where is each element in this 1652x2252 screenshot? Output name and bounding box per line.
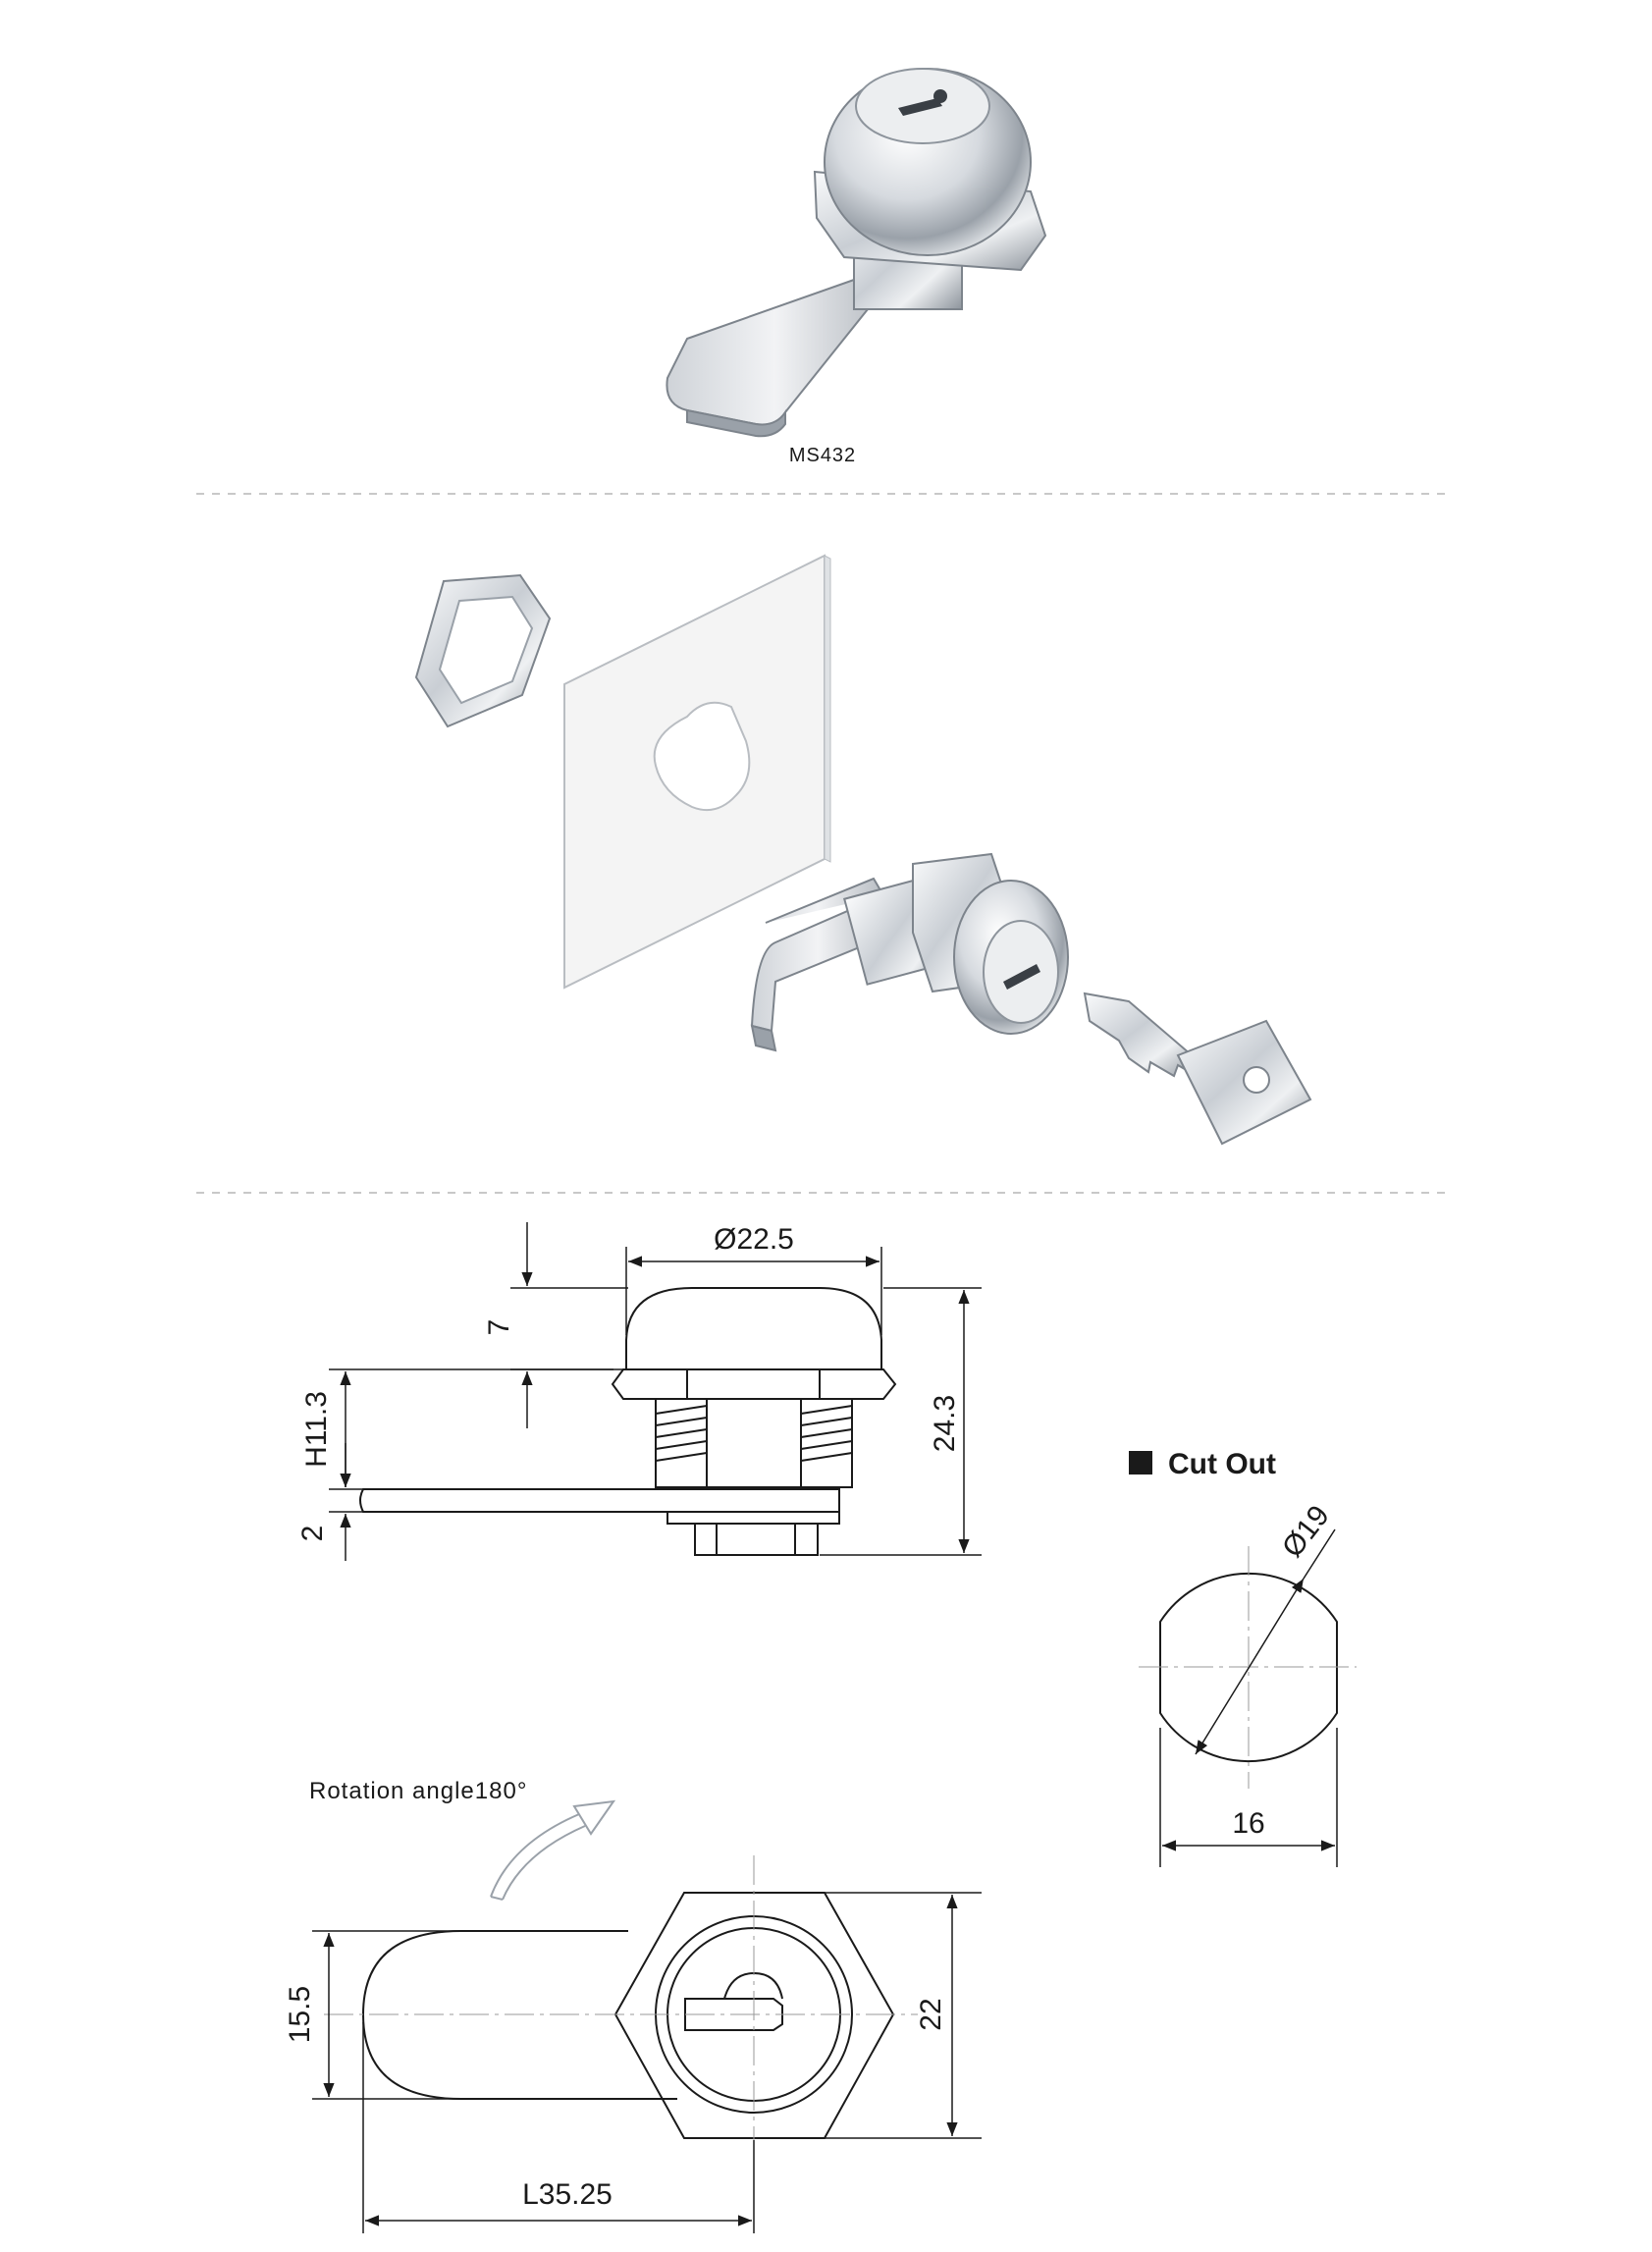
model-caption: MS432 bbox=[788, 445, 857, 466]
head-diameter-label: Ø22.5 bbox=[714, 1223, 794, 1256]
key bbox=[1085, 993, 1310, 1144]
hex-nut bbox=[416, 575, 550, 726]
cutout-bullet bbox=[1129, 1451, 1152, 1475]
product-render bbox=[666, 69, 1045, 436]
lock-assembly bbox=[752, 854, 1068, 1050]
cutout-title: Cut Out bbox=[1168, 1448, 1276, 1480]
exploded-view bbox=[416, 556, 1310, 1144]
cam-width-label: 15.5 bbox=[284, 1985, 316, 2044]
cutout-diameter-label: Ø19 bbox=[1276, 1499, 1336, 1564]
max-panel-label: H11.3 bbox=[300, 1391, 333, 1468]
cam-length-label: L35.25 bbox=[522, 2178, 613, 2211]
rotation-arrow bbox=[491, 1801, 613, 1900]
front-centerlines bbox=[324, 1855, 918, 2174]
dim-max-panel bbox=[329, 1369, 613, 1489]
mounting-panel bbox=[564, 556, 830, 988]
overall-height-label: 24.3 bbox=[929, 1394, 961, 1453]
cam-thickness-label: 2 bbox=[296, 1525, 329, 1542]
side-elevation bbox=[360, 1288, 895, 1555]
dim-hex-width bbox=[825, 1893, 982, 2138]
hex-width-label: 22 bbox=[915, 1998, 947, 2031]
rotation-label: Rotation angle180° bbox=[309, 1778, 528, 1804]
front-view bbox=[363, 1893, 893, 2138]
dim-cam-thickness bbox=[329, 1443, 363, 1561]
dim-head-height bbox=[510, 1222, 628, 1428]
head-height-label: 7 bbox=[483, 1318, 515, 1336]
cutout-width-label: 16 bbox=[1232, 1807, 1265, 1840]
